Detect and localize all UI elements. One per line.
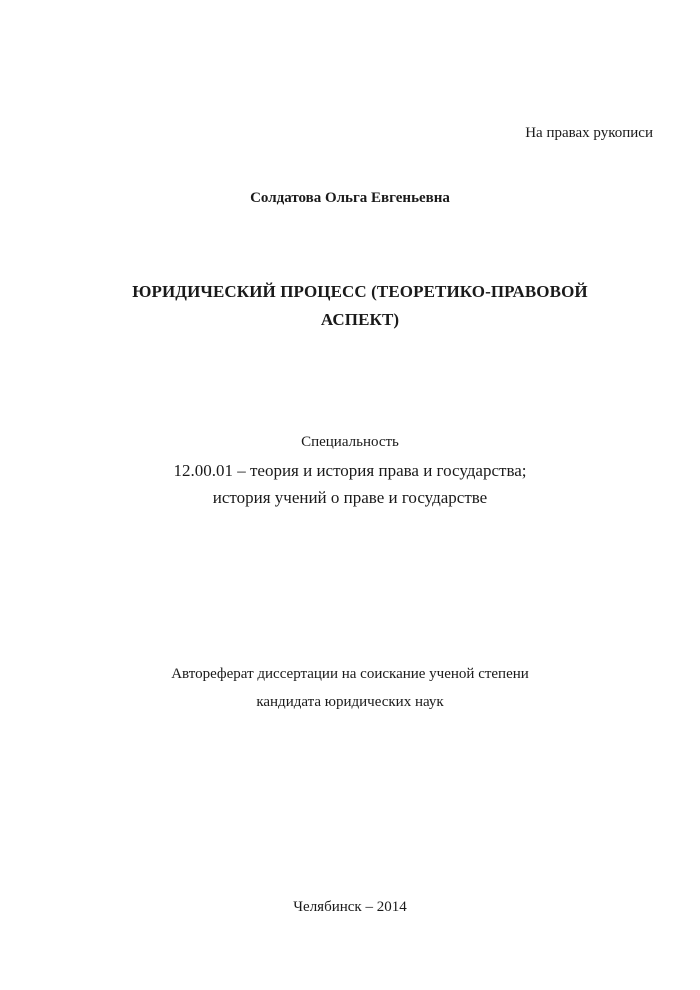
city-year: Челябинск – 2014 (293, 899, 407, 915)
author-name: Солдатова Ольга Евгеньевна (250, 190, 450, 206)
specialty-label: Специальность (301, 434, 399, 450)
title-line: ЮРИДИЧЕСКИЙ ПРОЦЕСС (ТЕОРЕТИКО-ПРАВОВОЙ (132, 282, 588, 301)
abstract-line: кандидата юридических наук (256, 694, 444, 710)
dissertation-title (100, 278, 620, 334)
title-line: АСПЕКТ) (320, 310, 400, 329)
abstract-description (0, 660, 700, 716)
specialty-line: история учений о праве и государстве (212, 488, 488, 507)
specialty-line: 12.00.01 – теория и история права и государства; (173, 461, 527, 480)
abstract-line: Автореферат диссертации на соискание ученой степени (171, 666, 529, 682)
rights-note: На правах рукописи (525, 125, 653, 141)
specialty-description (0, 457, 700, 511)
